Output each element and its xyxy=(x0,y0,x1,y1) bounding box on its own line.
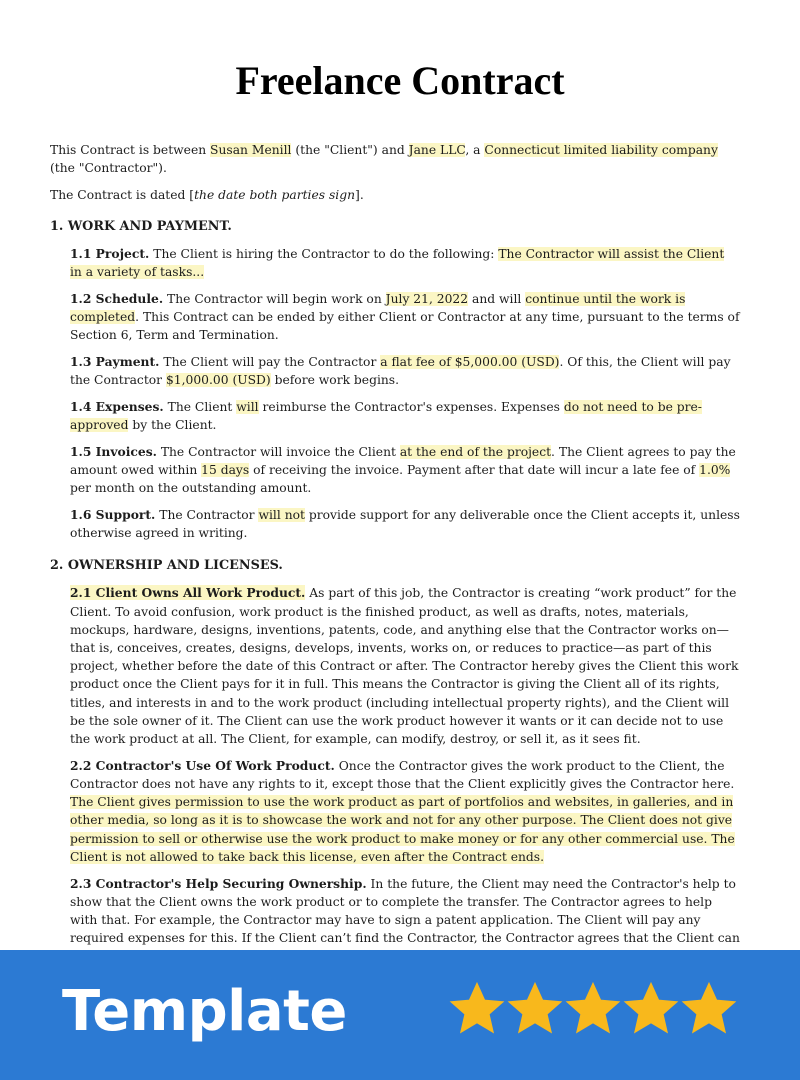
section-heading: 2. OWNERSHIP AND LICENSES. xyxy=(50,558,283,574)
star-icon xyxy=(448,978,506,1040)
star-icon xyxy=(622,978,680,1040)
banner-label: Template xyxy=(62,979,347,1044)
star-rating xyxy=(448,978,738,1040)
section-heading: 1. WORK AND PAYMENT. xyxy=(50,219,232,235)
clause-1-6: 1.6 Support. The Contractor will not provide support for any deliverable once the Client accepts it, unless otherwise agreed in writing. xyxy=(70,507,740,541)
intro-parties: This Contract is between Susan Menill (the "Client") and Jane LLC, a Connecticut limited liability company (the "Contractor"). xyxy=(50,143,718,176)
star-icon xyxy=(680,978,738,1040)
clause-1-1: 1.1 Project. The Client is hiring the Contractor to do the following: The Contractor will assist the Client in a variety of tasks... xyxy=(70,246,725,280)
star-icon xyxy=(564,978,622,1040)
contractor-entity-type: Connecticut limited liability company xyxy=(484,143,718,157)
star-icon xyxy=(506,978,564,1040)
clause-2-3: 2.3 Contractor's Help Securing Ownership. In the future, the Client may need the Contractor's help to show that the Client owns the work product or to complete the transfer. The Contractor agrees to help with that. For example, the Contractor may have to sign a patent application. The Client will pay any required expenses for this. If the Client can’t find the Contractor, the Contractor agrees that the Client can xyxy=(70,875,740,946)
clause-1-3: 1.3 Payment. The Client will pay the Contractor a flat fee of $5,000.00 (USD). Of this, the Client will pay the Contractor $1,000.00 (USD) before work begins. xyxy=(70,354,731,388)
document-body xyxy=(50,141,740,992)
clause-2-2: 2.2 Contractor's Use Of Work Product. Once the Contractor gives the work product to the Client, the Contractor does not have any rights to it, except those that the Client explicitly gives the Contractor here. The Client gives permission to use the work product as part of portfolios and websites, in galleries, and in other media, so long as it is to showcase the work and not for any other purpose. The Client does not give permission to sell or otherwise use the work product to make money or for any other commercial use. The Client is not allowed to take back this license, even after the Contract ends. xyxy=(70,757,735,864)
clause-1-4: 1.4 Expenses. The Client will reimburse the Contractor's expenses. Expenses do not need to be pre-approved by the Client. xyxy=(70,399,702,433)
client-name: Susan Menill xyxy=(210,143,292,157)
intro-date: The Contract is dated [the date both parties sign]. xyxy=(50,187,364,202)
contractor-name: Jane LLC xyxy=(408,143,466,157)
clause-1-2: 1.2 Schedule. The Contractor will begin work on July 21, 2022 and will continue until the work is completed. This Contract can be ended by either Client or Contractor at any time, pursuant to the terms of Section 6, Term and Termination. xyxy=(70,291,740,343)
clause-1-5: 1.5 Invoices. The Contractor will invoice the Client at the end of the project. The Client agrees to pay the amount owed within 15 days of receiving the invoice. Payment after that date will incur a late fee of 1.0% per month on the outstanding amount. xyxy=(70,443,736,496)
clause-2-1: 2.1 Client Owns All Work Product. As part of this job, the Contractor is creating “work product” for the Client. To avoid confusion, work product is the finished product, as well as drafts, notes, materials, mockups, hardware, designs, inventions, patents, code, and anything else that the Contractor works on—that is, conceives, creates, designs, develops, invents, works on, or reduces to practice—as part of this project, whether before the date of this Contract or after. The Contractor hereby gives the Client this work product once the Client pays for it in full. This means the Contractor is giving the Client all of its rights, titles, and interests in and to the work product (including intellectual property rights), and the Client will be the sole owner of it. The Client can use the work product however it wants or it can decide not to use the work product at all. The Client, for example, can modify, destroy, or sell it, as it sees fit. xyxy=(70,585,739,747)
document-title: Freelance Contract xyxy=(235,58,565,103)
